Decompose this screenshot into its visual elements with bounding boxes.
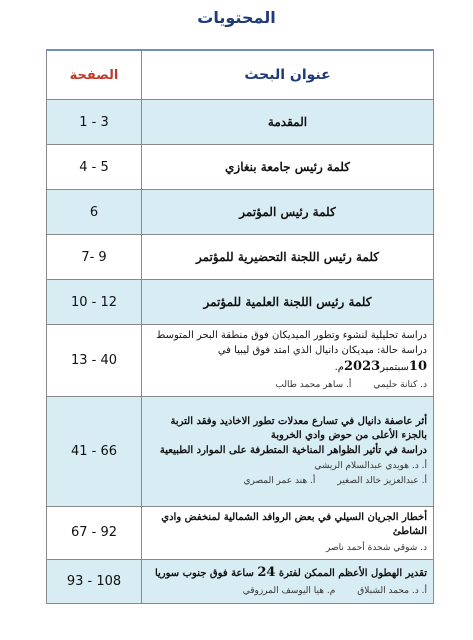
paper-title-number: 24 (257, 565, 276, 581)
row-title: المقدمة (142, 100, 434, 145)
paper-row (47, 396, 434, 506)
paper-cell (142, 325, 434, 397)
author-name: أ. د. محمد الشبلاق (357, 586, 427, 597)
row-title: كلمة رئيس اللجنة التحضيرية للمؤتمر (142, 235, 434, 280)
paper-authors (148, 379, 427, 392)
paper-row (47, 506, 434, 559)
paper-title-part: م. (334, 362, 344, 373)
paper-title-line: دراسة في تأثير الظواهر المناخية المتطرفة على الموارد الطبيعية (159, 444, 427, 456)
paper-title-line: أخطار الجريان السيلي في بعض الروافد الشمالية لمنخفض وادي الشاطئ (161, 511, 427, 538)
paper-title-line (148, 344, 427, 377)
paper-cell (142, 506, 434, 559)
row-title: كلمة رئيس جامعة بنغازي (142, 145, 434, 190)
row-pages: 1 - 3 (47, 100, 142, 145)
author-name: د. كنانة حليمي (373, 379, 427, 390)
paper-authors (148, 475, 427, 488)
paper-title-line: أثر عاصفة دانيال في تسارع معدلات تطور الاخاديد وفقد التربة (170, 415, 427, 427)
author-name: أ. هند عمر المصري (243, 476, 316, 487)
row-title: كلمة رئيس اللجنة العلمية للمؤتمر (142, 280, 434, 325)
row-title: كلمة رئيس المؤتمر (142, 190, 434, 235)
paper-author: د. شوقي شحدة أحمد ناصر (326, 542, 427, 553)
paper-cell (142, 396, 434, 506)
paper-title-line: دراسة تحليلية لنشوء وتطور الميديكان فوق منطقة البحر المتوسط (156, 330, 427, 341)
paper-title-part: تقدير الهطول الأعظم الممكن لفترة (275, 568, 427, 580)
table-header (47, 50, 434, 100)
paper-row (47, 559, 434, 603)
paper-title-number: 2023 (343, 359, 381, 374)
row-pages: 93 - 108 (47, 559, 142, 603)
table-row (47, 100, 434, 145)
row-pages: 7- 9 (47, 235, 142, 280)
author-name: م. هيا اليوسف المرزوقي (242, 586, 336, 597)
table-row (47, 280, 434, 325)
paper-cell (142, 559, 434, 603)
row-pages: 67 - 92 (47, 506, 142, 559)
paper-title-part: ساعة فوق جنوب سوريا (154, 568, 258, 580)
table-row (47, 145, 434, 190)
paper-title-line (148, 564, 427, 583)
table-row (47, 190, 434, 235)
row-pages: 6 (47, 190, 142, 235)
author-name: أ. عبدالعزيز خالد الصغير (337, 476, 427, 487)
table-row (47, 235, 434, 280)
paper-title-line: بالجزء الأعلى من حوض وادي الخروبة (270, 430, 427, 442)
paper-title-part: دراسة حالة: ميديكان دانيال الذي امتد فوق ليبيا في (217, 344, 427, 356)
header-title: عنوان البحث (142, 50, 434, 100)
row-pages: 10 - 12 (47, 280, 142, 325)
paper-authors (148, 585, 427, 598)
header-page: الصفحة (47, 50, 142, 100)
page-title: المحتويات (197, 8, 276, 27)
paper-title-part: سبتمبر (380, 362, 409, 373)
contents-table (46, 49, 434, 604)
row-pages: 41 - 66 (47, 396, 142, 506)
paper-row (47, 325, 434, 397)
paper-title-number: 10 (408, 359, 427, 374)
row-pages: 13 - 40 (47, 325, 142, 397)
paper-author: أ. د. هويدي عبدالسلام الريشي (314, 461, 427, 472)
author-name: أ. ساهر محمد طالب (275, 379, 352, 390)
row-pages: 4 - 5 (47, 145, 142, 190)
